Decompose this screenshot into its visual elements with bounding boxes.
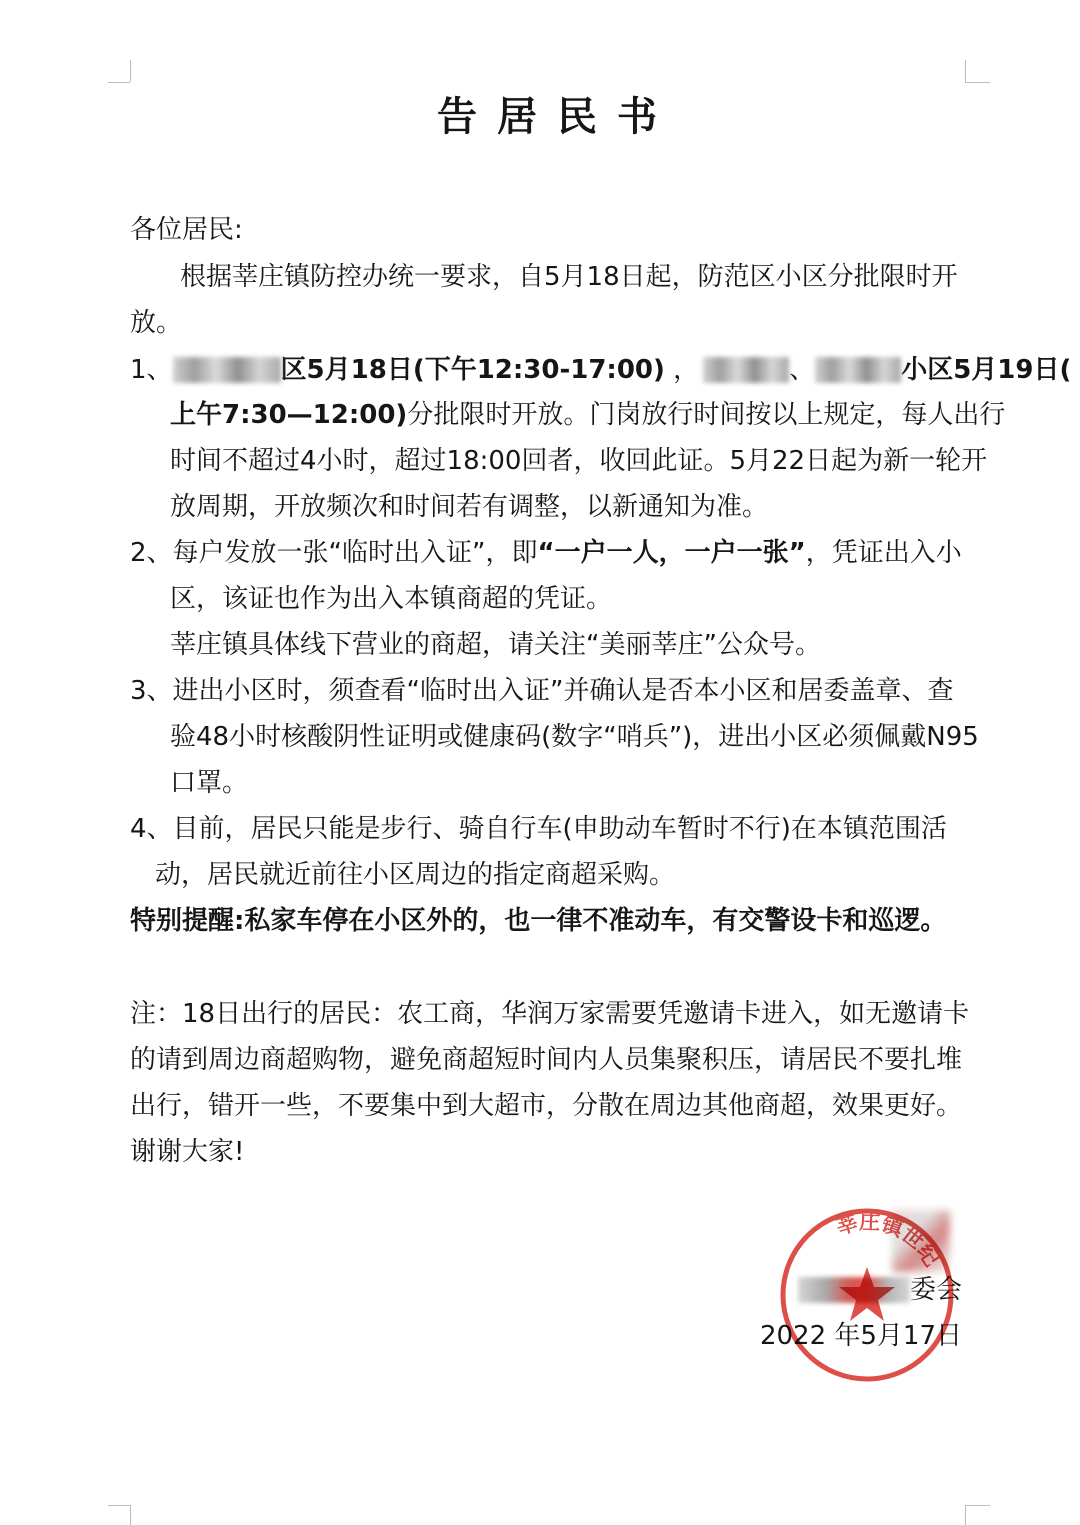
note-line-2: 的请到周边商超购物，避免商超短时间内人员集聚积压，请居民不要扎堆 — [130, 1045, 963, 1075]
item-3-line-2: 验48小时核酸阴性证明或健康码(数字“哨兵”)，进出小区必须佩戴N95 — [170, 722, 979, 752]
item-4-text: 目前，居民只能是步行、骑自行车(申助动车暂时不行)在本镇范围活 — [172, 814, 947, 844]
signature-date: 2022 年5月17日 — [759, 1321, 962, 1351]
organization-suffix: 委会 — [909, 1275, 962, 1305]
separator: 、 — [789, 355, 816, 385]
redacted-block — [703, 357, 789, 383]
note-line-3: 出行，错开一些，不要集中到大超市，分散在周边其他商超，效果更好。 — [130, 1091, 963, 1121]
note-line-4: 谢谢大家! — [130, 1137, 245, 1167]
intro-line-2: 放。 — [130, 308, 183, 338]
item-1-bold-date-2: 小区5月19日( — [901, 355, 1072, 385]
corner-mark-bottom-right-h — [965, 1505, 990, 1506]
item-4-line-1 — [130, 811, 947, 847]
corner-mark-top-left-h — [108, 82, 130, 83]
item-1-line-1 — [130, 352, 1071, 388]
official-seal — [777, 1205, 957, 1385]
item-2-line-2: 区，该证也作为出入本镇商超的凭证。 — [170, 584, 613, 614]
item-3-text: 进出小区时，须查看“临时出入证”并确认是否本小区和居委盖章、查 — [172, 676, 954, 706]
corner-mark-bottom-left-v — [130, 1505, 131, 1525]
corner-mark-top-right-v — [965, 60, 966, 82]
note-line-1: 注：18日出行的居民：农工商，华润万家需要凭邀请卡进入，如无邀请卡 — [130, 999, 970, 1029]
item-4-line-2: 动，居民就近前往小区周边的指定商超采购。 — [155, 860, 676, 890]
greeting: 各位居民: — [130, 215, 243, 245]
item-3-line-1 — [130, 673, 954, 709]
item-1-line-4: 放周期，开放频次和时间若有调整，以新通知为准。 — [170, 492, 769, 522]
item-2-line-1 — [130, 535, 962, 571]
item-2-bold-slogan: “一户一人，一户一张” — [537, 538, 806, 568]
item-1-bold-time: 上午7:30—12:00) — [170, 400, 408, 430]
corner-mark-bottom-left-h — [108, 1505, 130, 1506]
item-number: 1、 — [130, 355, 173, 385]
item-3-line-3: 口罩。 — [170, 768, 249, 798]
star-icon — [839, 1267, 895, 1321]
item-number: 4、 — [130, 814, 173, 844]
item-1-line-3: 时间不超过4小时，超过18:00回者，收回此证。5月22日起为新一轮开 — [170, 446, 988, 476]
item-number: 2、 — [130, 538, 173, 568]
corner-mark-bottom-right-v — [965, 1505, 966, 1525]
item-1-bold-date-1: 区5月18日(下午12:30-17:00) — [280, 355, 665, 385]
item-1-text: 分批限时开放。门岗放行时间按以上规定，每人出行 — [407, 400, 1006, 430]
intro-line-1: 根据莘庄镇防控办统一要求，自5月18日起，防范区小区分批限时开 — [180, 262, 958, 292]
document-title: 告居民书 — [437, 94, 677, 140]
redacted-block — [815, 357, 901, 383]
redacted-block — [173, 357, 281, 383]
seal-text-arc: 莘庄镇世纪 — [833, 1209, 944, 1271]
item-number: 3、 — [130, 676, 173, 706]
item-2-text: ，凭证出入小 — [805, 538, 962, 568]
item-1-line-2 — [170, 397, 1005, 433]
special-reminder: 特别提醒:私家车停在小区外的，也一律不准动车，有交警设卡和巡逻。 — [130, 906, 947, 936]
item-2-text: 每户发放一张“临时出入证”，即 — [172, 538, 538, 568]
corner-mark-top-left-v — [130, 60, 131, 82]
item-2-line-3: 莘庄镇具体线下营业的商超，请关注“美丽莘庄”公众号。 — [170, 630, 821, 660]
separator: ， — [664, 355, 700, 385]
corner-mark-top-right-h — [965, 82, 990, 83]
